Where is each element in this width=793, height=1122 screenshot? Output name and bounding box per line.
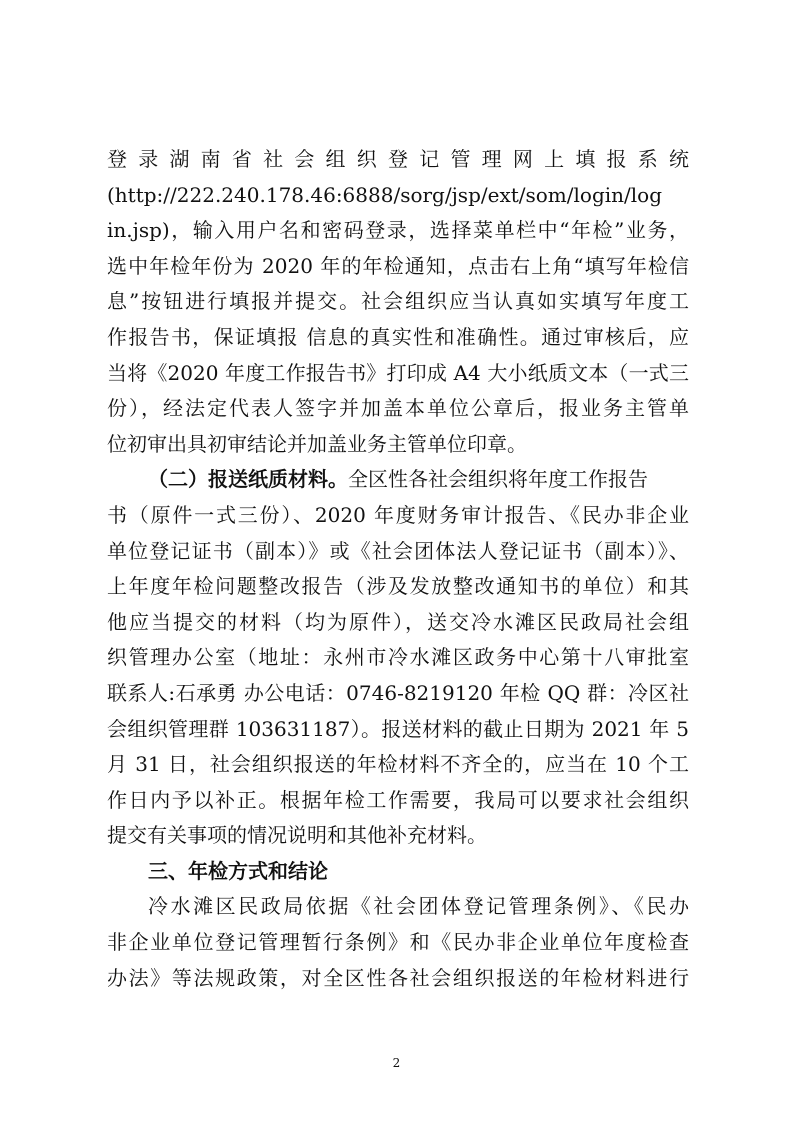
section-3-heading: 三、年检方式和结论 [148, 858, 328, 883]
section-2-first-line [107, 462, 689, 498]
text-line: 冷水滩区民政局依据《社会团体登记管理条例》、《民办 [148, 894, 689, 919]
text-line: 单位登记证书（副本）》或《社会团体法人登记证书（副本）》、 [107, 538, 689, 563]
text-line: in.jsp)，输入用户名和密码登录，选择菜单栏中“年检”业务， [107, 218, 689, 243]
text-line: 书（原件一式三份）、2020 年度财务审计报告、《民办非企业 [107, 502, 689, 527]
text-line: 提交有关事项的情况说明和其他补充材料。 [107, 823, 487, 848]
text-line: 位初审出具初审结论并加盖业务主管单位印章。 [107, 431, 527, 456]
text-line: 办法》等法规政策，对全区性各社会组织报送的年检材料进行 [107, 965, 689, 990]
text-line: 息”按钮进行填报并提交。社会组织应当认真如实填写年度工 [107, 289, 689, 314]
text-line: 作日内予以补正。根据年检工作需要，我局可以要求社会组织 [107, 787, 689, 812]
document-body [107, 142, 689, 996]
text-line: 非企业单位登记管理暂行条例》和《民办非企业单位年度检查 [107, 930, 689, 955]
text-line: 会组织管理群 103631187）。报送材料的截止日期为 2021 年 5 [107, 716, 689, 741]
section-2-first-rest: 全区性各社会组织将年度工作报告 [348, 467, 648, 492]
text-line: 登录湖南省社会组织登记管理网上填报系统 [107, 147, 689, 171]
text-line-url: (http://222.240.178.46:6888/sorg/jsp/ext/som/login/log [107, 182, 662, 207]
text-line: 上年度年检问题整改报告（涉及发放整改通知书的单位）和其 [107, 574, 689, 599]
text-line: 份），经法定代表人签字并加盖本单位公章后，报业务主管单 [107, 396, 689, 421]
page-number: 2 [392, 1056, 401, 1070]
text-line: 选中年检年份为 2020 年的年检通知，点击右上角“填写年检信 [107, 253, 689, 278]
text-line: 月 31 日，社会组织报送的年检材料不齐全的，应当在 10 个工 [107, 752, 689, 777]
text-line: 当将《2020 年度工作报告书》打印成 A4 大小纸质文本（一式三 [107, 360, 689, 385]
text-line: 作报告书，保证填报 信息的真实性和准确性。通过审核后，应 [107, 324, 689, 349]
text-line: 联系人:石承勇 办公电话：0746-8219120 年检 QQ 群：冷区社 [107, 680, 689, 705]
text-line: 他应当提交的材料（均为原件），送交冷水滩区民政局社会组 [107, 609, 689, 634]
section-2-lead: （二）报送纸质材料。 [148, 467, 348, 492]
text-line: 织管理办公室（地址：永州市冷水滩区政务中心第十八审批室 [107, 645, 689, 670]
